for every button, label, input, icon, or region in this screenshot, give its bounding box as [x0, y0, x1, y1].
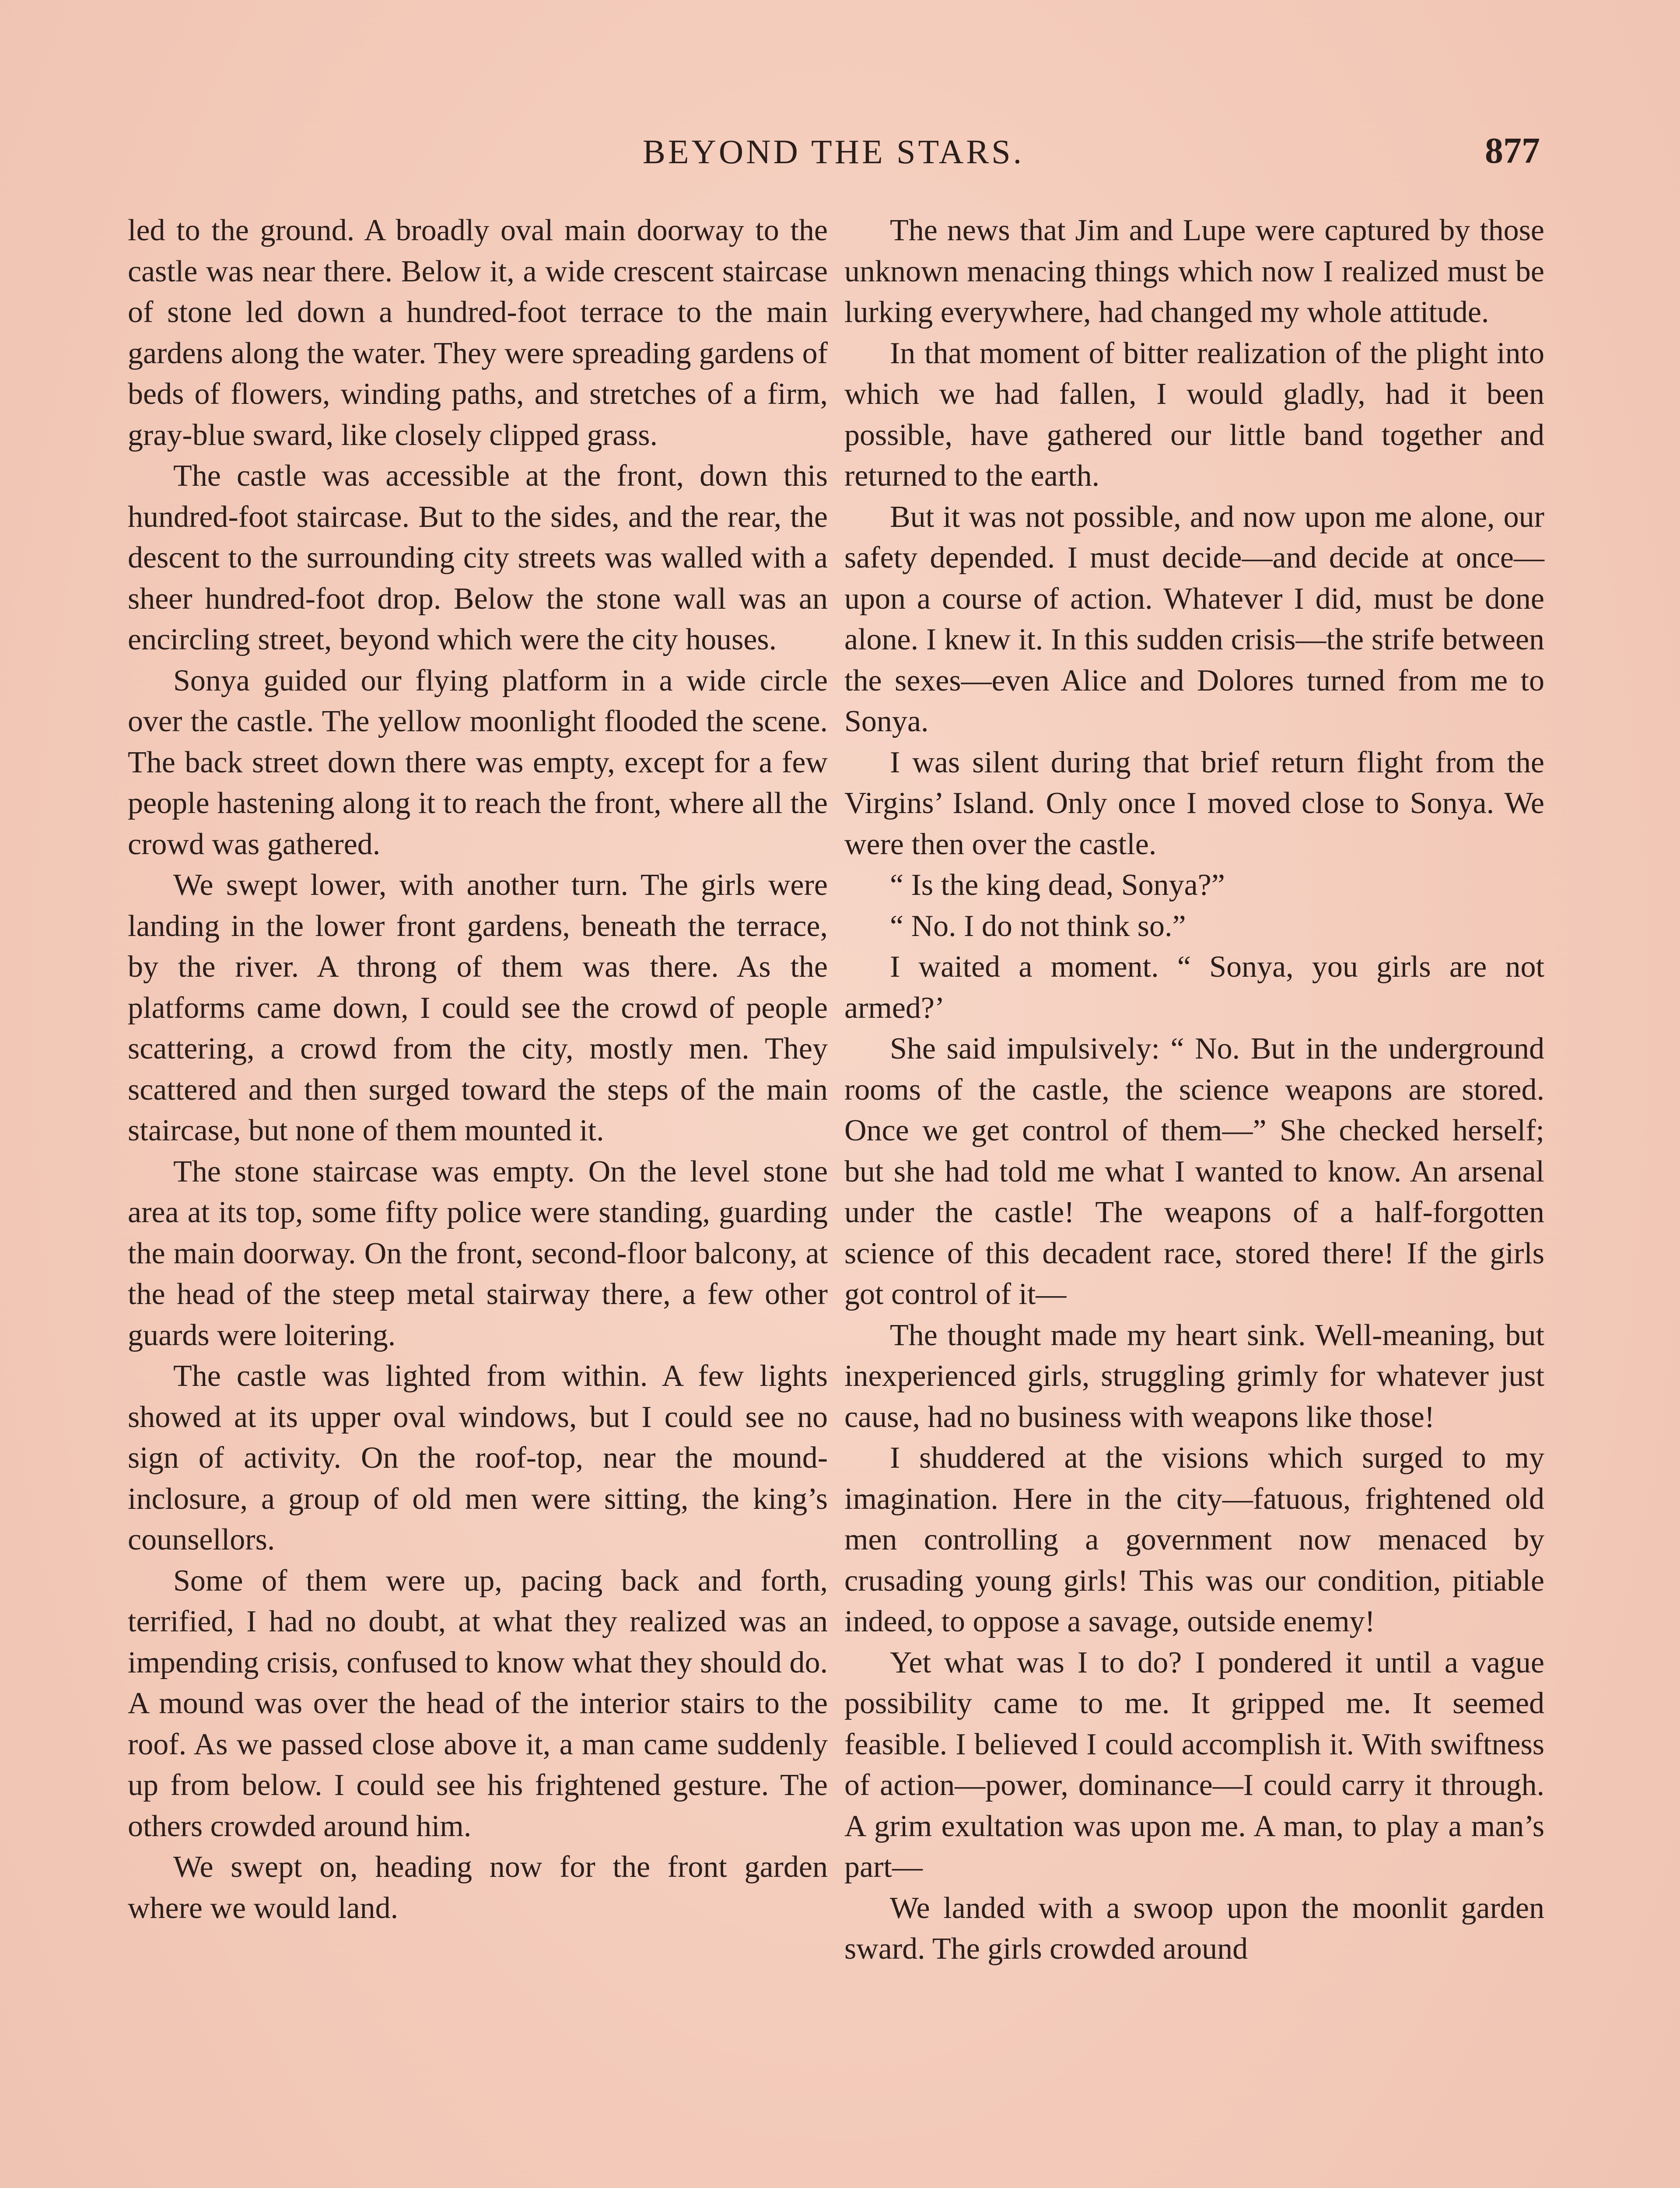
paragraph: But it was not possible, and now upon me alone, our safety depended. I must decide—and decide at once—upon a course of action. Whatever I did, must be done alone. I knew it. In this sudden crisis—the strife between the sexes—even Alice and Dolores turned from me to Sonya. — [844, 500, 1544, 738]
paragraph: “ No. I do not think so.” — [890, 909, 1186, 943]
paragraph: Yet what was I to do? I pondered it until a vague possibility came to me. It gripped me. It seemed feasible. I believed I could accomplish it. With swiftness of action—power, dominance—I could carry it through. A grim exultation was upon me. A man, to play a man’s part— — [844, 1645, 1544, 1884]
paragraph: led to the ground. A broadly oval main doorway to the castle was near there. Below it, a wide crescent staircase of stone led down a hundred-foot terrace to the main gardens along the water. They were spreading gardens of beds of flowers, winding paths, and stretches of a firm, gray-blue sward, like closely clipped grass. — [128, 214, 828, 452]
paragraph: The thought made my heart sink. Well-meaning, but inexperienced girls, struggling grimly for whatever just cause, had no business with weapons like those! — [844, 1318, 1544, 1434]
paragraph: Sonya guided our flying platform in a wide circle over the castle. The yellow moonlight flooded the scene. The back street down there was empty, except for a few people hastening along it to reach the front, where all the crowd was gathered. — [128, 663, 828, 861]
paragraph: I waited a moment. “ Sonya, you girls are not armed?’ — [844, 950, 1544, 1025]
paragraph: “ Is the king dead, Sonya?” — [890, 868, 1225, 902]
paragraph: She said impulsively: “ No. But in the underground rooms of the castle, the science weapons are stored. Once we get control of them—” She checked herself; but she had told me what I wanted to know. An arsenal under the castle! The weapons of a half-forgotten science of this decadent race, stored there! If the girls got control of it— — [844, 1032, 1544, 1311]
paragraph: Some of them were up, pacing back and forth, terrified, I had no doubt, at what they realized was an impending crisis, confused to know what they should do. A mound was over the head of the interior stairs to the roof. As we passed close above it, a man came suddenly up from below. I could see his frightened gesture. The others crowded around him. — [128, 1564, 828, 1843]
paragraph: We swept lower, with another turn. The girls were landing in the lower front gardens, beneath the terrace, by the river. A throng of them was there. As the platforms came down, I could see the crowd of people scattering, a crowd from the city, mostly men. They scattered and then surged toward the steps of the main staircase, but none of them mounted it. — [128, 868, 828, 1147]
running-title: BEYOND THE STARS. — [642, 133, 1025, 171]
paragraph: The news that Jim and Lupe were captured by those unknown menacing things which now I realized must be lurking everywhere, had changed my whole attitude. — [844, 214, 1544, 329]
paragraph: The castle was lighted from within. A few lights showed at its upper oval windows, but I could see no sign of activity. On the roof-top, near the mound-inclosure, a group of old men were sitting, the king’s counsellors. — [128, 1359, 828, 1557]
paragraph: We landed with a swoop upon the moonlit garden sward. The girls crowded around — [844, 1891, 1544, 1966]
paragraph: In that moment of bitter realization of the plight into which we had fallen, I would gladly, had it been possible, have gathered our little band together and returned to the earth. — [844, 336, 1544, 493]
page-header — [127, 132, 1540, 185]
paragraph: The castle was accessible at the front, down this hundred-foot staircase. But to the sides, and the rear, the descent to the surrounding city streets was walled with a sheer hundred-foot drop. Below the stone wall was an encircling street, beyond which were the city houses. — [128, 459, 828, 656]
paragraph: We swept on, heading now for the front garden where we would land. — [128, 1850, 828, 1925]
page-number: 877 — [1485, 130, 1540, 171]
left-column — [128, 210, 828, 1929]
right-column — [844, 210, 1544, 1970]
paragraph: I was silent during that brief return flight from the Virgins’ Island. Only once I moved close to Sonya. We were then over the castle. — [844, 745, 1544, 861]
paragraph: The stone staircase was empty. On the level stone area at its top, some fifty police were standing, guarding the main doorway. On the front, second-floor balcony, at the head of the steep metal stairway there, a few other guards were loitering. — [128, 1154, 828, 1352]
paragraph: I shuddered at the visions which surged to my imagination. Here in the city—fatuous, frightened old men controlling a government now menaced by crusading young girls! This was our condition, pitiable indeed, to oppose a savage, outside enemy! — [844, 1441, 1544, 1638]
